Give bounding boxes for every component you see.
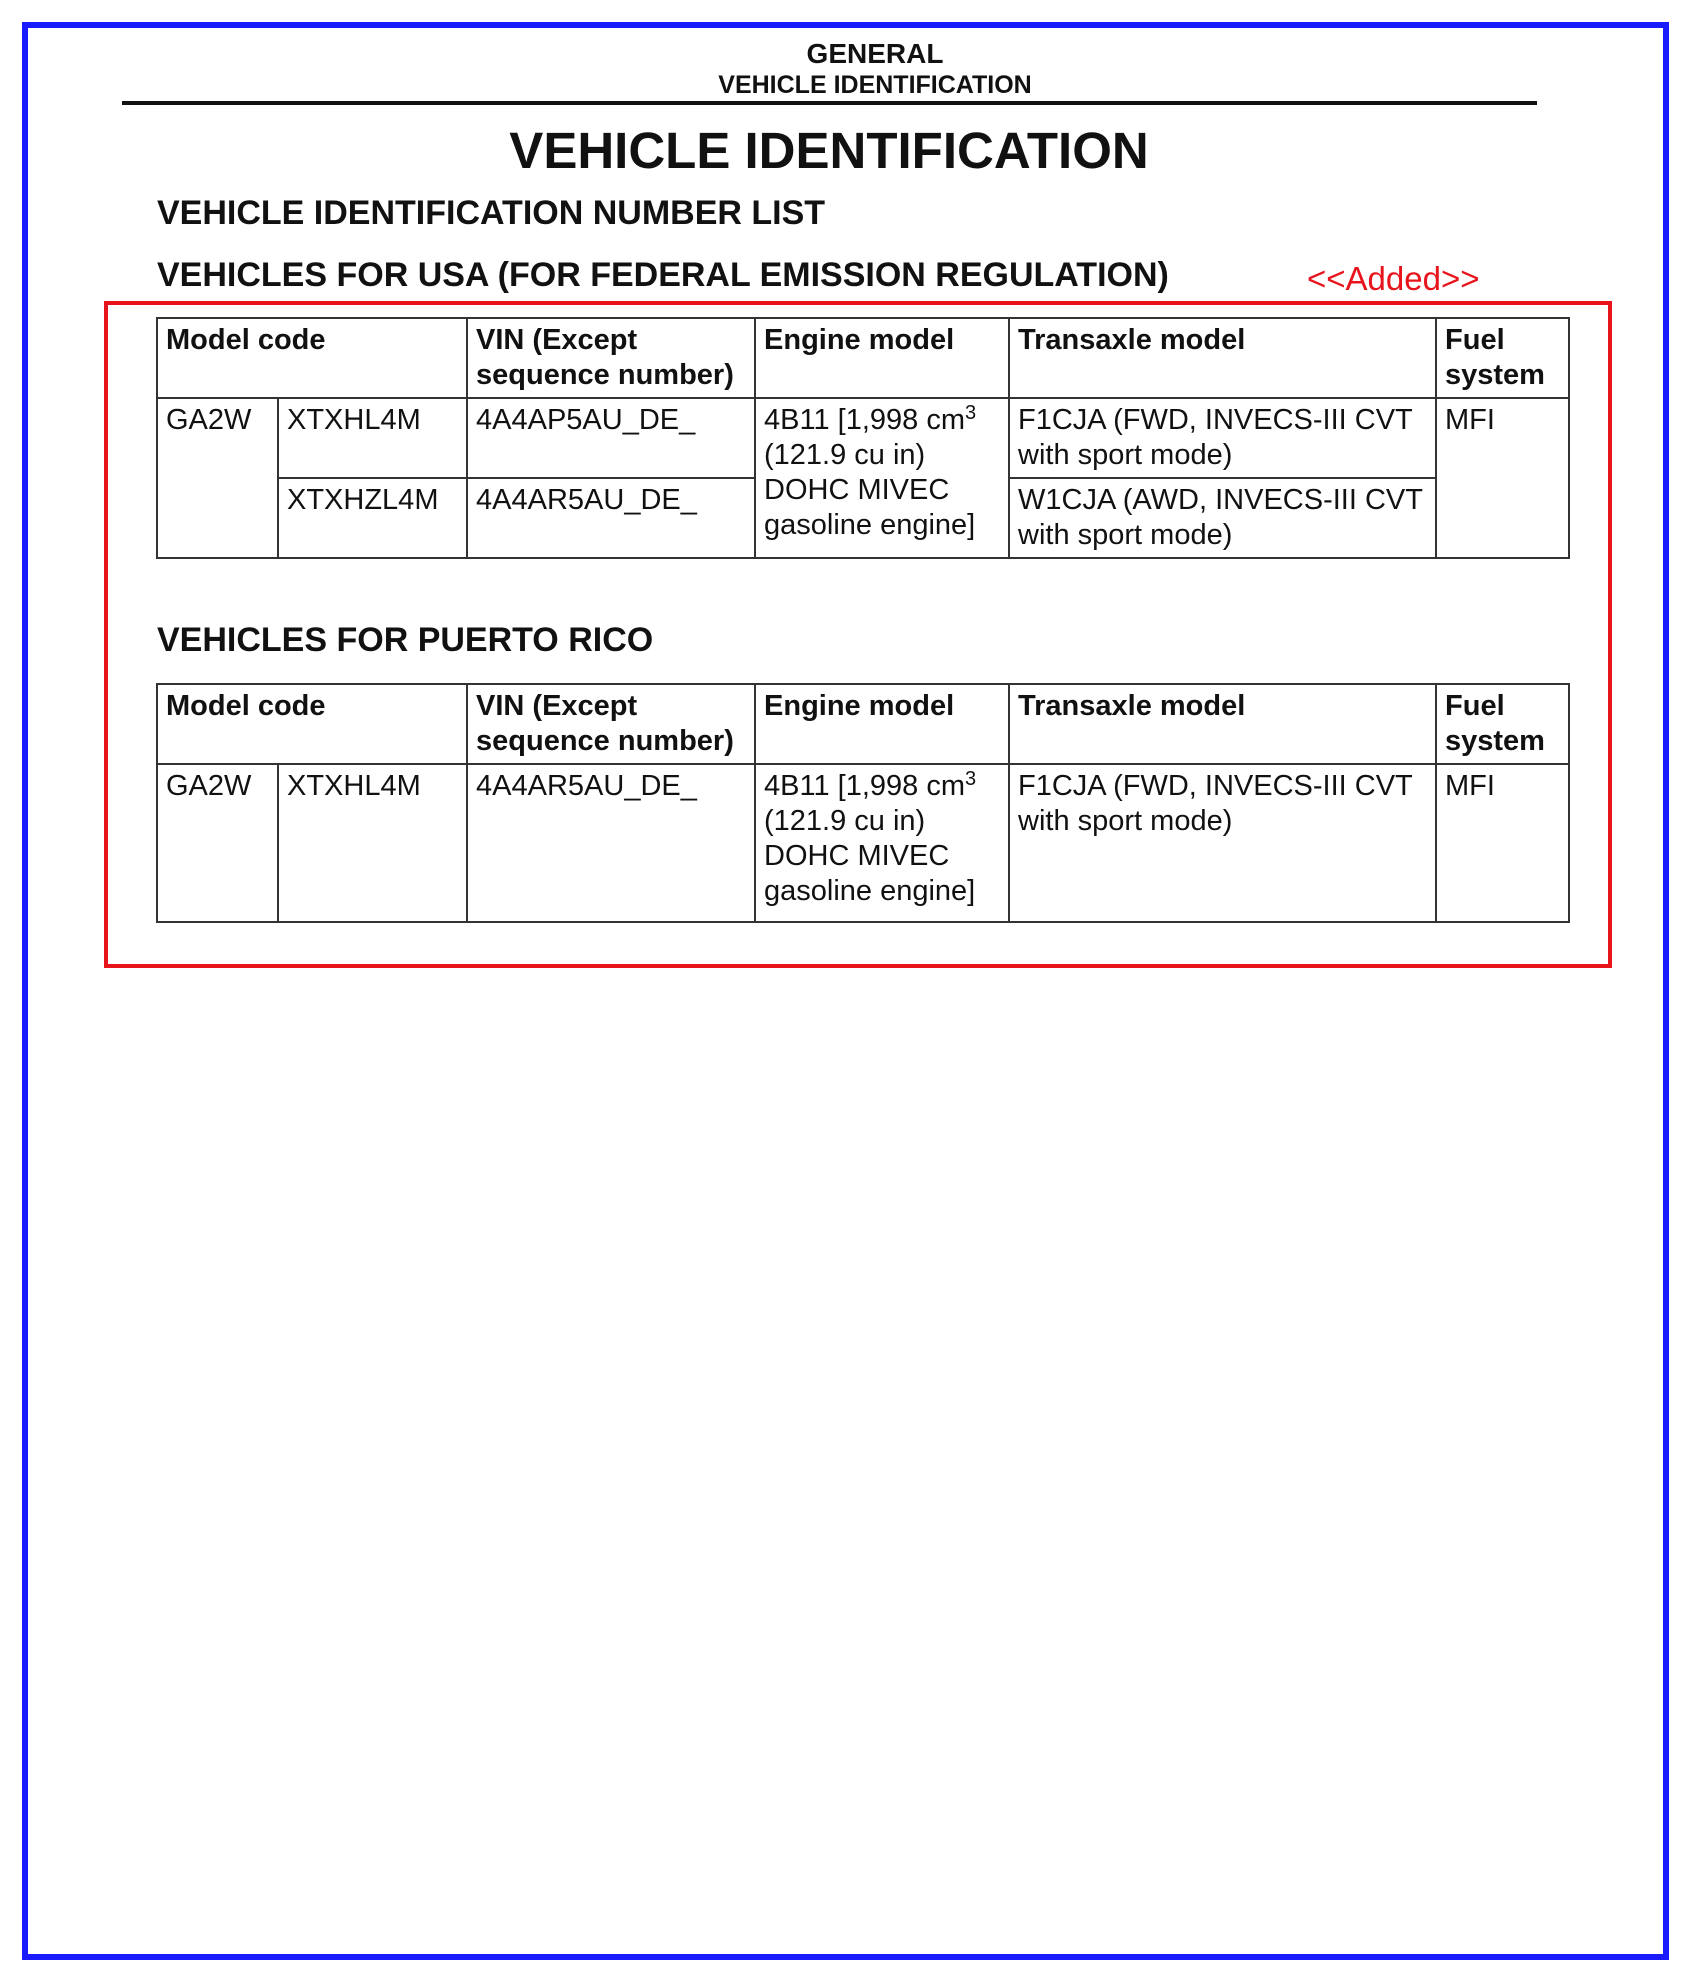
usa-section-title: VEHICLES FOR USA (FOR FEDERAL EMISSION REGULATION) bbox=[157, 256, 1169, 294]
running-header bbox=[0, 38, 1701, 100]
fuel-system-cell: MFI bbox=[1436, 764, 1569, 922]
transaxle-model-cell: W1CJA (AWD, INVECS-III CVT with sport mode) bbox=[1009, 478, 1436, 558]
header-subsection: VEHICLE IDENTIFICATION bbox=[718, 71, 1032, 99]
list-title: VEHICLE IDENTIFICATION NUMBER LIST bbox=[157, 194, 826, 232]
header-vin: VIN (Except sequence number) bbox=[467, 318, 755, 398]
engine-line-2: (121.9 cu in) bbox=[764, 439, 926, 471]
header-vin: VIN (Except sequence number) bbox=[467, 684, 755, 764]
puerto-rico-vin-table bbox=[156, 683, 1570, 923]
table-header-row bbox=[157, 684, 1569, 764]
table-header-row bbox=[157, 318, 1569, 398]
vin-cell: 4A4AR5AU_DE_ bbox=[467, 478, 755, 558]
header-fuel-system: Fuel system bbox=[1436, 684, 1569, 764]
engine-line-2: (121.9 cu in) bbox=[764, 805, 926, 837]
model-base-cell: GA2W bbox=[157, 764, 278, 922]
engine-line-4: gasoline engine] bbox=[764, 509, 976, 541]
header-transaxle-model: Transaxle model bbox=[1009, 684, 1436, 764]
usa-vin-table bbox=[156, 317, 1570, 559]
engine-model-cell bbox=[755, 764, 1009, 922]
vin-cell: 4A4AP5AU_DE_ bbox=[467, 398, 755, 478]
table-row bbox=[157, 764, 1569, 922]
model-code-cell: XTXHL4M bbox=[278, 764, 467, 922]
model-code-cell: XTXHZL4M bbox=[278, 478, 467, 558]
header-fuel-system: Fuel system bbox=[1436, 318, 1569, 398]
vin-cell: 4A4AR5AU_DE_ bbox=[467, 764, 755, 922]
header-engine-model: Engine model bbox=[755, 684, 1009, 764]
header-model-code: Model code bbox=[157, 318, 467, 398]
transaxle-model-cell: F1CJA (FWD, INVECS-III CVT with sport mode) bbox=[1009, 764, 1436, 922]
header-transaxle-model: Transaxle model bbox=[1009, 318, 1436, 398]
engine-line-4: gasoline engine] bbox=[764, 875, 976, 907]
table-row bbox=[157, 398, 1569, 478]
engine-line-1: 4B11 [1,998 $cm^3$ bbox=[764, 768, 977, 802]
transaxle-model-cell: F1CJA (FWD, INVECS-III CVT with sport mode) bbox=[1009, 398, 1436, 478]
header-section: GENERAL bbox=[806, 38, 944, 69]
puerto-rico-section-title: VEHICLES FOR PUERTO RICO bbox=[157, 621, 654, 659]
engine-line-3: DOHC MIVEC bbox=[764, 840, 950, 872]
engine-line-3: DOHC MIVEC bbox=[764, 474, 950, 506]
fuel-system-cell: MFI bbox=[1436, 398, 1569, 558]
header-engine-model: Engine model bbox=[755, 318, 1009, 398]
model-base-cell: GA2W bbox=[157, 398, 278, 558]
engine-model-cell bbox=[755, 398, 1009, 558]
engine-line-1: 4B11 [1,998 $cm^3$ bbox=[764, 402, 977, 436]
page-title: VEHICLE IDENTIFICATION bbox=[509, 122, 1149, 179]
model-code-cell: XTXHL4M bbox=[278, 398, 467, 478]
header-rule bbox=[122, 101, 1537, 105]
added-note: <<Added>> bbox=[1307, 260, 1480, 297]
header-model-code: Model code bbox=[157, 684, 467, 764]
